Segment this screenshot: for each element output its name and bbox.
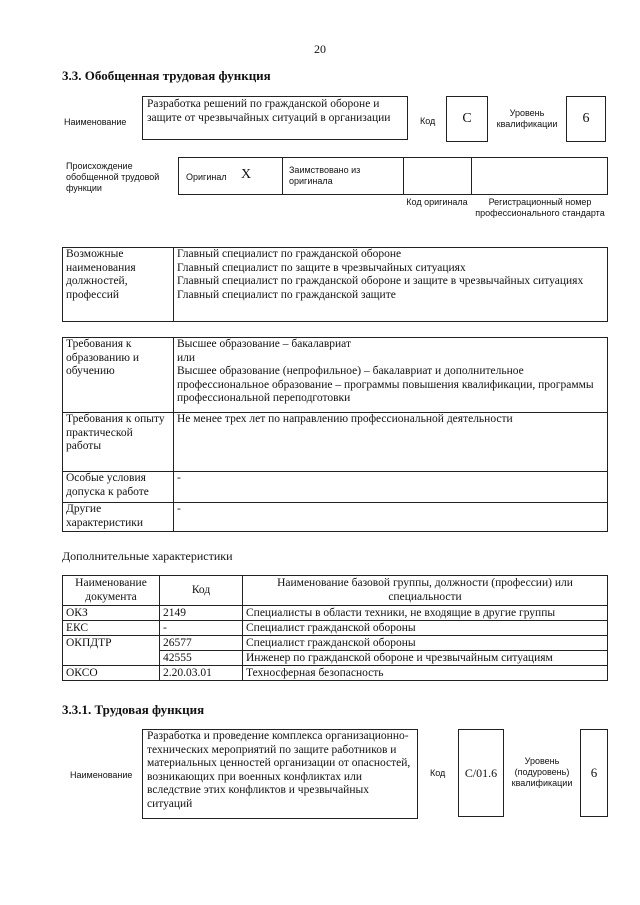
requirement-line: или <box>177 351 196 364</box>
positions-table <box>62 247 608 322</box>
cell-code: 42555 <box>160 651 243 666</box>
requirement-row <box>63 472 608 503</box>
tf-name-box <box>142 729 418 819</box>
origin-divider-2 <box>403 157 404 195</box>
table-row <box>63 621 608 636</box>
tf-name-label: Наименование <box>70 770 133 780</box>
gtf-level-box <box>566 96 606 142</box>
tf-code-box <box>458 729 504 817</box>
header-code: Код <box>160 576 243 606</box>
cell-code: 2149 <box>160 606 243 621</box>
requirement-row <box>63 338 608 413</box>
tf-code-label: Код <box>430 768 446 778</box>
gtf-level-label: Уровень квалификации <box>496 108 558 129</box>
requirement-line: Высшее образование (непрофильное) – бакалавриат и дополнительное профессиональное образование – программы повышения квалификации, программы профессиональной переподготовки <box>177 365 594 404</box>
positions-cell <box>174 248 608 322</box>
requirement-label: Другие характеристики <box>63 503 174 532</box>
gtf-code-box <box>446 96 488 142</box>
requirement-value: - <box>174 503 608 532</box>
requirement-row <box>63 503 608 532</box>
tf-title: 3.3.1. Трудовая функция <box>62 702 205 717</box>
additional-title: Дополнительные характеристики <box>62 549 233 563</box>
position-line: Главный специалист по защите в чрезвычайных ситуациях <box>177 261 466 274</box>
cell-doc: ОКЗ <box>63 606 160 621</box>
additional-table <box>62 575 608 681</box>
requirement-row <box>63 413 608 472</box>
gtf-name-box <box>142 96 408 140</box>
cell-code: 2.20.03.01 <box>160 666 243 681</box>
cell-name: Техносферная безопасность <box>243 666 608 681</box>
cell-name: Специалисты в области техники, не входящие в другие группы <box>243 606 608 621</box>
section-title: 3.3. Обобщенная трудовая функция <box>62 68 271 83</box>
tf-level-box <box>580 729 608 817</box>
cell-doc: ОКПДТР <box>63 636 160 666</box>
table-row <box>63 666 608 681</box>
origin-reg-number-label: Регистрационный номер профессионального стандарта <box>475 197 605 218</box>
origin-divider-1 <box>282 157 283 195</box>
requirement-label: Требования к образованию и обучению <box>63 338 174 413</box>
table-row <box>63 636 608 651</box>
requirement-value: Не менее трех лет по направлению профессиональной деятельности <box>174 413 608 472</box>
requirement-value: - <box>174 472 608 503</box>
position-line: Главный специалист по гражданской обороне <box>177 248 402 260</box>
tf-level-label: Уровень (подуровень) квалификации <box>511 756 573 788</box>
origin-original-label: Оригинал <box>186 172 227 182</box>
cell-name: Специалист гражданской обороны <box>243 621 608 636</box>
tf-level-value: 6 <box>590 765 598 780</box>
requirement-line: Высшее образование – бакалавриат <box>177 338 351 350</box>
gtf-level-value: 6 <box>582 111 590 126</box>
header-name: Наименование базовой группы, должности (профессии) или специальности <box>243 576 608 606</box>
cell-doc: ЕКС <box>63 621 160 636</box>
origin-borrowed-label: Заимствовано из оригинала <box>289 165 361 186</box>
header-doc: Наименование документа <box>63 576 160 606</box>
gtf-code-value: C <box>462 111 472 126</box>
origin-code-original-label: Код оригинала <box>406 197 468 207</box>
table-row <box>63 606 608 621</box>
requirement-value <box>174 338 608 413</box>
position-line: Главный специалист по гражданской обороне и защите в чрезвычайных ситуациях <box>177 275 584 287</box>
requirement-label: Особые условия допуска к работе <box>63 472 174 503</box>
page-number: 20 <box>314 42 326 56</box>
tf-name-value: Разработка и проведение комплекса организационно-технических мероприятий по защите работников и материальных ценностей организации от опасностей, возникающих при военных конфликтах или вследствие этих конфликтов и чрезвычайных ситуаций <box>147 730 411 810</box>
tf-code-value: C/01.6 <box>464 765 498 780</box>
position-line: Главный специалист по гражданской защите <box>177 288 396 301</box>
cell-code: - <box>160 621 243 636</box>
origin-original-mark: X <box>241 167 252 182</box>
additional-header-row <box>63 576 608 606</box>
gtf-name-label: Наименование <box>64 117 127 127</box>
gtf-name-value: Разработка решений по гражданской обороне и защите от чрезвычайных ситуаций в организации <box>147 98 391 124</box>
positions-label: Возможные наименования должностей, профессий <box>63 248 174 322</box>
cell-name: Инженер по гражданской обороне и чрезвычайным ситуациям <box>243 651 608 666</box>
cell-doc: ОКСО <box>63 666 160 681</box>
origin-divider-3 <box>471 157 472 195</box>
gtf-code-label: Код <box>420 116 436 126</box>
cell-code: 26577 <box>160 636 243 651</box>
requirements-table <box>62 337 608 532</box>
requirement-label: Требования к опыту практической работы <box>63 413 174 472</box>
positions-row <box>63 248 608 322</box>
cell-name: Специалист гражданской обороны <box>243 636 608 651</box>
origin-label: Происхождение обобщенной трудовой функции <box>66 161 160 193</box>
